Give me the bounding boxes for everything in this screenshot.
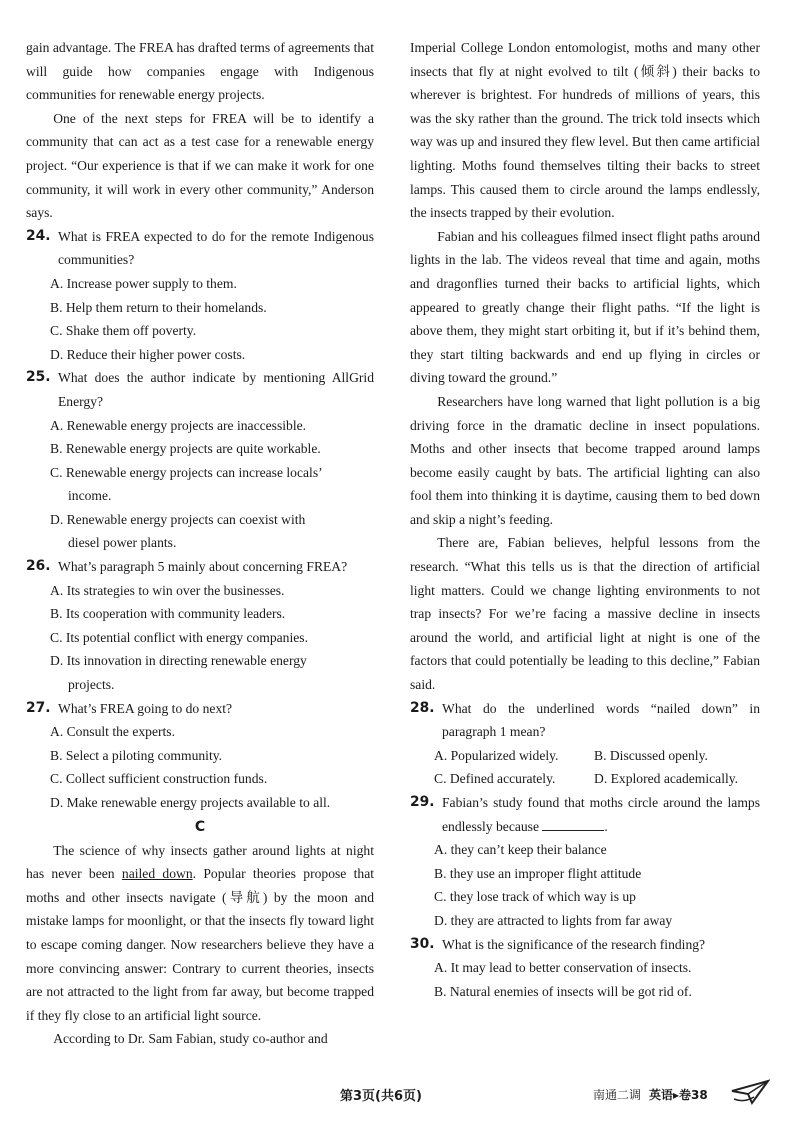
question-28: [410, 697, 760, 791]
question-stem: What’s FREA going to do next?: [58, 700, 233, 716]
underlined-phrase: nailed down: [121, 866, 193, 882]
option-d: [26, 649, 374, 696]
option-row: [410, 767, 760, 791]
option-text-cont: projects.: [68, 677, 115, 693]
option-b: B. Select a piloting community.: [50, 747, 223, 763]
option-a: A. Its strategies to win over the businesses.: [50, 582, 285, 598]
question-stem: What is the significance of the research finding?: [442, 936, 706, 952]
option-c: [26, 461, 374, 508]
answer-blank: [542, 818, 604, 831]
brand-text: 南通二调: [593, 1088, 642, 1102]
option-a: A. Increase power supply to them.: [50, 275, 237, 291]
question-29: [410, 791, 760, 933]
option-text-cont: diesel power plants.: [68, 535, 177, 551]
option-a: A. Consult the experts.: [50, 724, 175, 740]
option-text: C. Renewable energy projects can increase locals’: [50, 464, 323, 480]
option-d: D. Explored academically.: [594, 771, 739, 787]
question-30: [410, 933, 760, 1004]
option-a: A. It may lead to better conservation of insects.: [434, 960, 692, 976]
text-run: The science of why insects gather around lights at night has never been: [26, 842, 374, 882]
question-number: 26.: [26, 558, 51, 575]
option-c: C. Collect sufficient construction funds.: [50, 771, 268, 787]
question-stem: What’s paragraph 5 mainly about concerning FREA?: [58, 559, 348, 575]
option-b: B. they use an improper flight attitude: [434, 865, 642, 881]
question-number: 25.: [26, 369, 51, 386]
question-24: [26, 225, 374, 367]
option-text-cont: income.: [68, 488, 112, 504]
question-stem: [442, 791, 760, 838]
text-run: . Popular theories propose that moths and other insects navigate (导航) by the moon and mistake lamps for moonlight, or that the insects fly toward light to escape coming danger. Now researchers believe they have a more convincing answer: Contrary to current theories, insects are not attracted to the light from far away, but become trapped if they fly close to an artificial light source.: [26, 866, 374, 1023]
option-c: C. they lose track of which way is up: [434, 889, 636, 905]
question-stem: What does the author indicate by mentioning AllGrid Energy?: [58, 370, 374, 409]
passage-b-tail: gain advantage. The FREA has drafted terms of agreements that will guide how companies engage with Indigenous communities for renewable energy projects.: [26, 40, 374, 103]
option-c: C. Its potential conflict with energy companies.: [50, 629, 308, 645]
option-a: A. Renewable energy projects are inaccessible.: [50, 417, 307, 433]
option-d: [26, 508, 374, 555]
option-c: C. Shake them off poverty.: [50, 323, 197, 339]
option-text: D. Its innovation in directing renewable energy: [50, 653, 307, 669]
question-number: 24.: [26, 227, 51, 244]
passage-c-paragraph-2-start: According to Dr. Sam Fabian, study co-author and: [53, 1031, 328, 1047]
question-25: [26, 366, 374, 555]
question-stem: What do the underlined words “nailed down” in paragraph 1 mean?: [442, 700, 760, 740]
option-b: B. Natural enemies of insects will be got rid of.: [434, 983, 692, 999]
page-footer: [0, 1083, 800, 1109]
subject-text: 英语▸卷38: [649, 1088, 708, 1102]
passage-c-paragraph-3: Fabian and his colleagues filmed insect flight paths around lights in the lab. The videos reveal that time and again, moths and dragonflies turned their backs to artificial lights, which appeared to greatly change their flight paths. “If the light is above them, they might start orbiting it, but if it’s behind them, they start tilting backwards and end up flying in circles or diving toward the ground.”: [410, 228, 760, 386]
option-a: A. Popularized widely.: [434, 747, 559, 763]
stem-end: .: [604, 818, 608, 834]
question-number: 28.: [410, 699, 435, 716]
paper-plane-icon: [730, 1077, 770, 1107]
question-number: 29.: [410, 794, 435, 810]
option-b: B. Renewable energy projects are quite workable.: [50, 441, 321, 457]
passage-c-paragraph-1: [26, 839, 374, 1028]
option-row: [410, 744, 760, 768]
page-number: 第3页(共6页): [340, 1089, 422, 1104]
passage-c-paragraph-4: Researchers have long warned that light pollution is a big driving force in the dramatic decline in insect populations. Moths and other insects that become trapped around lamps become easily caught by bats. The artificial lighting can also fool them into thinking it is daytime, causing them to bed down and skip a night’s feeding.: [410, 393, 760, 527]
option-a: A. they can’t keep their balance: [434, 842, 607, 858]
option-text: D. Renewable energy projects can coexist with: [50, 511, 306, 527]
passage-c-paragraph-5: There are, Fabian believes, helpful lessons from the research. “What this tells us is that the direction of artificial light matters. Could we change lighting environments to not trap insects? For we’re facing a massive decline in insects around the world, and artificial light at night is one of the factors that could potentially be leading to this decline,” Fabian said.: [410, 535, 760, 693]
stem-text: Fabian’s study found that moths circle around the lamps endlessly because: [442, 795, 760, 834]
option-b: B. Help them return to their homelands.: [50, 299, 267, 315]
question-number: 30.: [410, 935, 435, 952]
passage-b-paragraph: One of the next steps for FREA will be to identify a community that can act as a test case for a renewable energy project. “Our experience is that if we can make it work for one community, it will work in every other community,” Anderson says.: [26, 110, 374, 221]
question-26: [26, 555, 374, 697]
exam-label: [593, 1086, 708, 1103]
option-d: D. they are attracted to lights from far away: [434, 912, 673, 928]
option-b: B. Discussed openly.: [594, 747, 708, 763]
section-heading-c: C: [194, 818, 206, 835]
question-27: [26, 697, 374, 815]
option-c: C. Defined accurately.: [434, 771, 556, 787]
passage-c-paragraph-2-cont: Imperial College London entomologist, moths and many other insects that fly at night evolved to tilt (倾斜) their backs to wherever is brightest. For hundreds of millions of years, this was the sky rather than the ground. The trick told insects which way was up and insured they flew level. But then came artificial lighting. Moths found themselves tilting their backs to street lamps. This caused them to circle around the lamps endlessly, the insects trapped by their evolution.: [410, 40, 760, 221]
left-column: [26, 36, 374, 1051]
option-b: B. Its cooperation with community leaders.: [50, 606, 286, 622]
right-column: [410, 36, 760, 1003]
option-d: D. Reduce their higher power costs.: [50, 346, 246, 362]
question-stem: What is FREA expected to do for the remote Indigenous communities?: [58, 228, 374, 268]
question-number: 27.: [26, 699, 51, 716]
option-d: D. Make renewable energy projects available to all.: [50, 795, 331, 810]
